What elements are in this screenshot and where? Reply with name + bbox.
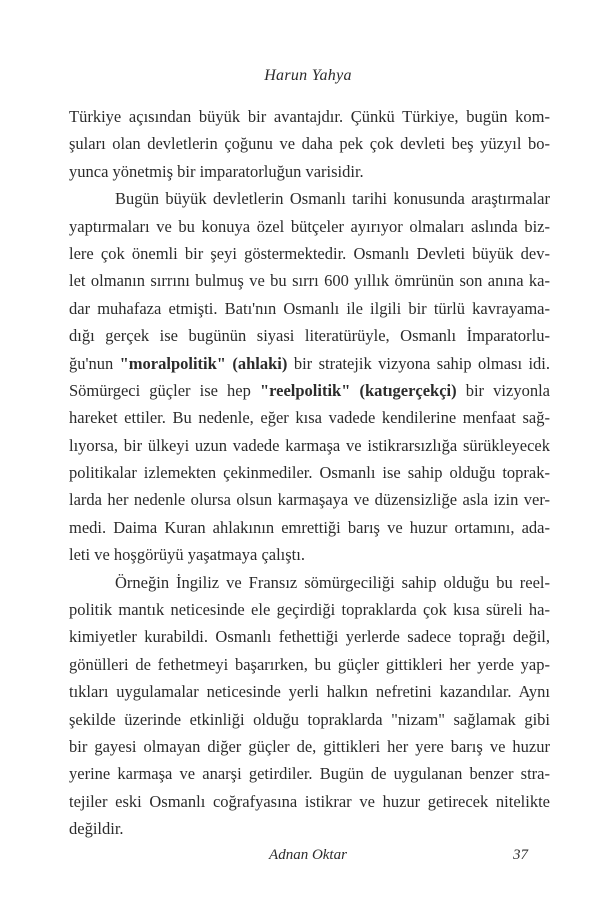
text-segment: yerine karmaşa ve anarşi getirdiler. Bugün de uygulanan benzer stra- <box>69 764 550 784</box>
text-line <box>69 788 550 815</box>
text-segment: Örneğin İngiliz ve Fransız sömürgeciliği sahip olduğu bu reel- <box>115 572 550 592</box>
text-line <box>69 815 550 842</box>
text-line <box>69 350 550 377</box>
text-line <box>69 185 550 212</box>
text-line <box>69 733 550 760</box>
footer-author: Adnan Oktar <box>269 847 347 863</box>
text-line <box>69 103 550 130</box>
text-segment: bir stratejik vizyona sahip olması idi. <box>287 353 550 373</box>
text-segment: bir gayesi olmayan diğer güçler de, gittikleri her yere barış ve huzur <box>69 736 550 756</box>
page-number: 37 <box>513 847 528 863</box>
text-line <box>69 432 550 459</box>
text-segment: lere çok önemli bir şeyi göstermektedir. Osmanlı Devleti büyük dev- <box>69 243 550 263</box>
text-segment: gönülleri de fethetmeyi başarırken, bu güçler gittikleri her yerde yap- <box>69 654 550 674</box>
text-segment: şuları olan devletlerin çoğunu ve daha pek çok devleti beş yüzyıl bo- <box>69 134 550 154</box>
text-segment: yunca yönetmiş bir imparatorluğun varisidir. <box>69 161 364 181</box>
text-line <box>69 623 550 650</box>
text-segment: hareket ettiler. Bu nedenle, eğer kısa vadede kendilerine menfaat sağ- <box>69 408 550 428</box>
text-line <box>69 596 550 623</box>
text-line <box>69 267 550 294</box>
text-segment: yaptırmaları ve bu konuya özel bütçeler ayırıyor olmaları aslında biz- <box>69 216 550 236</box>
text-line <box>69 322 550 349</box>
running-header: Harun Yahya <box>264 67 352 84</box>
text-line <box>69 569 550 596</box>
text-line <box>69 213 550 240</box>
text-segment: dığı gerçek ise bugünün siyasi literatürüyle, Osmanlı İmparatorlu- <box>69 326 550 346</box>
text-line <box>69 514 550 541</box>
text-segment: let olmanın sırrını bulmuş ve bu sırrı 600 yıllık ömrünün son anına ka- <box>69 271 550 291</box>
text-segment: leti ve hoşgörüyü yaşatmaya çalıştı. <box>69 545 305 565</box>
text-segment: şekilde üzerinde etkinliği olduğu topraklarda "nizam" sağlamak gibi <box>69 709 550 729</box>
text-line <box>69 377 550 404</box>
text-segment: bir vizyonla <box>456 380 550 400</box>
text-segment: politikalar izlemekten çekinmediler. Osmanlı ise sahip olduğu toprak- <box>69 463 550 483</box>
text-line <box>69 541 550 568</box>
text-segment: politik mantık neticesinde ele geçirdiği topraklarda çok kısa süreli ha- <box>69 600 550 620</box>
text-segment: değildir. <box>69 819 124 839</box>
text-segment: lıyorsa, bir ülkeyi uzun vadede karmaşa ve istikrarsızlığa sürükleyecek <box>69 435 550 455</box>
text-line <box>69 706 550 733</box>
text-segment: tejiler eski Osmanlı coğrafyasına istikrar ve huzur getirecek nitelikte <box>69 791 550 811</box>
text-segment: Türkiye açısından büyük bir avantajdır. Çünkü Türkiye, bugün kom- <box>69 107 550 126</box>
text-segment: kimiyetler kurabildi. Osmanlı fethettiği yerlerde sadece toprağı değil, <box>69 627 550 647</box>
text-segment: larda her nedenle olursa olsun karmaşaya ve düzensizliğe asla izin ver- <box>69 490 550 510</box>
text-line <box>69 240 550 267</box>
text-segment: ğu'nun <box>69 353 120 373</box>
bold-text-segment: "moralpolitik" (ahlaki) <box>119 353 288 373</box>
text-segment: Sömürgeci güçler ise hep <box>69 380 260 400</box>
bold-text-segment: "reelpolitik" (katıgerçekçi) <box>259 380 457 400</box>
text-line <box>69 158 550 185</box>
text-line <box>69 295 550 322</box>
body-text <box>69 103 550 843</box>
text-line <box>69 459 550 486</box>
text-line <box>69 651 550 678</box>
text-line <box>69 486 550 513</box>
text-segment: dar muhafaza etmişti. Batı'nın Osmanlı ile ilgili bir türlü kavrayama- <box>69 298 550 318</box>
text-line <box>69 678 550 705</box>
text-line <box>69 404 550 431</box>
text-line <box>69 760 550 787</box>
text-segment: medi. Daima Kuran ahlakının emrettiği barış ve huzur ortamını, ada- <box>69 517 550 537</box>
text-segment: tıkları uygulamalar neticesinde yerli halkın nefretini kazandılar. Aynı <box>69 682 550 702</box>
text-line <box>69 130 550 157</box>
text-segment: Bugün büyük devletlerin Osmanlı tarihi konusunda araştırmalar <box>115 189 550 209</box>
